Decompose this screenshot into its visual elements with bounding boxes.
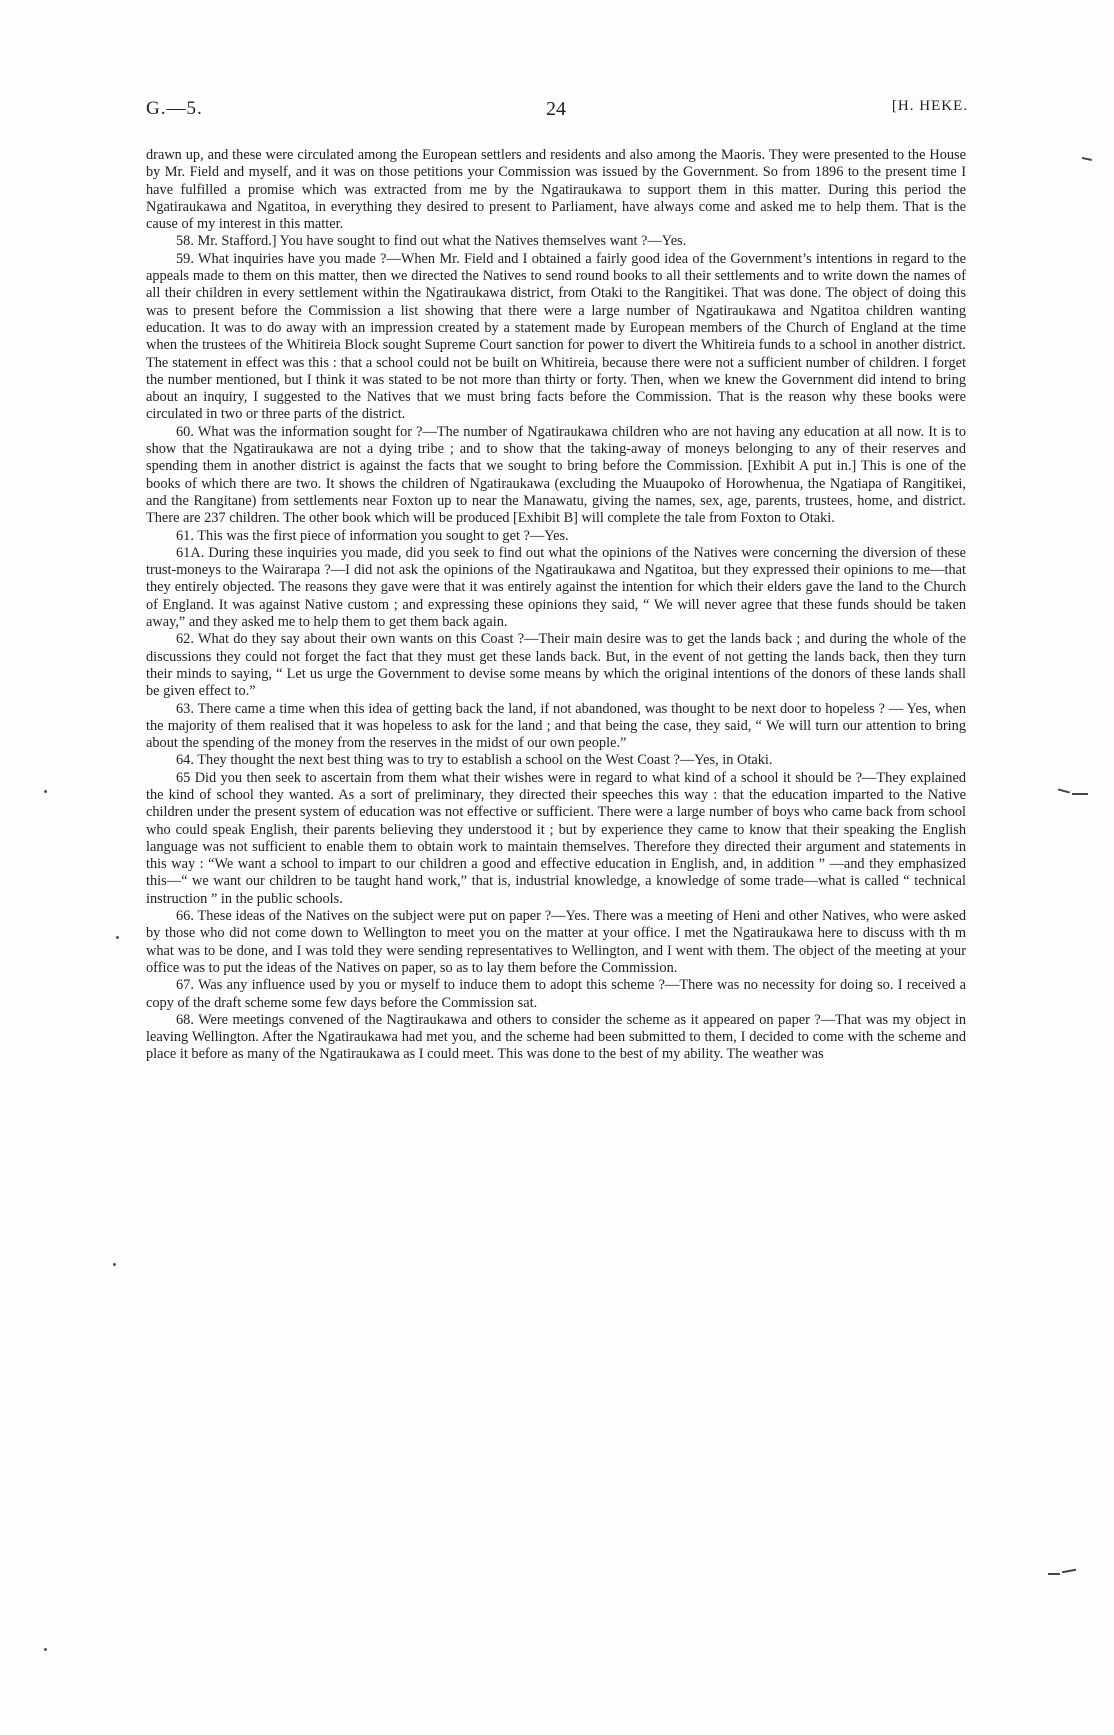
- margin-dot: [44, 790, 47, 793]
- witness-name: [H. HEKE.: [891, 98, 968, 114]
- document-reference: G.—5.: [146, 98, 203, 119]
- paragraph: 64. They thought the next best thing was to try to establish a school on the West Coast ?—Yes, in Otaki.: [176, 752, 773, 769]
- page-number: 24: [546, 98, 566, 120]
- paragraph: 60. What was the information sought for ?—The number of Ngatiraukawa children who are not having any education at all now. It is to show that the Ngatiraukawa are not a dying tribe ; and to show that the taking-away of moneys belonging to any of their reserves and spending them in another district is against the facts that we sought to bring before the Commission. [Exhibit A put in.] This is one of the books of which there are two. It shows the children of Ngatiraukawa (excluding the Muaupoko of Horowhenua, the Ngatiapa of Rangitikei, and the Rangitane) from settlements near Foxton up to near the Manawatu, giving the names, sex, age, parents, trustees, home, and district. There are 237 children. The other book which will be produced [Exhibit B] will complete the tale from Foxton to Otaki.: [146, 423, 966, 527]
- paragraph: 67. Was any influence used by you or myself to induce them to adopt this scheme ?—There was no necessity for doing so. I received a copy of the draft scheme some few days before the Commission sat.: [146, 977, 966, 1011]
- paragraph: 68. Were meetings convened of the Nagtiraukawa and others to consider the scheme as it appeared on paper ?—That was my object in leaving Wellington. After the Ngatiraukawa had met you, and the scheme had been submitted to them, I decided to come with the scheme and place it before as many of the Ngatiraukawa as I could meet. This was done to the best of my ability. The weather was: [146, 1011, 966, 1063]
- paragraph: 58. Mr. Stafford.] You have sought to find out what the Natives themselves want ?—Yes.: [176, 233, 687, 250]
- paragraph: 62. What do they say about their own wants on this Coast ?—Their main desire was to get the lands back ; and during the whole of the discussions they could not forget the fact that they must get these lands back. But, in the event of not getting the lands back, then they turn their minds to saying, “ Let us urge the Government to devise some means by which the original intentions of the donors of these lands shall be given effect to.”: [146, 631, 966, 700]
- paragraph: 66. These ideas of the Natives on the subject were put on paper ?—Yes. There was a meeting of Heni and other Natives, who were asked by those who did not come down to Wellington to meet you on the matter at your office. I met the Ngatiraukawa here to discuss with th m what was to be done, and I was told they were sending representatives to Wellington, and I went with them. The object of the meeting at your office was to put the ideas of the Natives on paper, so as to lay them before the Commission.: [146, 908, 966, 976]
- document-body: [146, 147, 966, 1064]
- margin-mark: [1072, 793, 1088, 795]
- margin-dot: [44, 1648, 47, 1651]
- margin-mark: [1048, 1573, 1060, 1575]
- paragraph: 59. What inquiries have you made ?—When Mr. Field and I obtained a fairly good idea of the Government’s intentions in regard to the appeals made to them on this matter, then we directed the Natives to send round books to all their settlements and to write down the names of all their children in every settlement within the Ngatiraukawa district, from Otaki to the Rangitikei. That was done. The object of doing this was to present before the Commission a list showing that there were a large number of Ngatiraukawa and Ngatitoa children wanting education. It was to do away with an impression created by a statement made by European members of the Church of England at the time when the trustees of the Whitireia Block sought Supreme Court sanction for power to divert the Whitireia funds to a school in another district. The statement in effect was this : that a school could not be built on Whitireia, because there were not a sufficient number of children. I forget the number mentioned, but I think it was stated to be not more than thirty or forty. Then, when we knew the Government did intend to bring about an inquiry, I suggested to the Natives that we must bring facts before the Commission. That is the reason why these books were circulated in two or three parts of the district.: [146, 250, 966, 423]
- margin-dot: [116, 936, 119, 939]
- margin-mark: [1062, 1569, 1076, 1573]
- paragraph: drawn up, and these were circulated among the European settlers and residents and also among the Maoris. They were presented to the House by Mr. Field and myself, and it was on those petitions your Commission was issued by the Government. So from 1896 to the present time I have fulfilled a promise which was extracted from me by the Ngatiraukawa to support them in this matter. During this period the Ngatiraukawa and Ngatitoa, in everything they desired to present to Parliament, have always come and asked me to help them. That is the cause of my interest in this matter.: [146, 147, 966, 233]
- paragraph: 61A. During these inquiries you made, did you seek to find out what the opinions of the Natives were concerning the diversion of these trust-moneys to the Wairarapa ?—I did not ask the opinions of the Ngatiraukawa and Ngatitoa, but they expressed their opinions to me—that they entirely objected. The reasons they gave were that it was entirely against the intention for which their elders gave the land to the Church of England. It was against Native custom ; and expressing these opinions they said, “ We will never agree that these funds should be taken away,” and they asked me to help them to get them back again.: [146, 544, 966, 631]
- margin-mark: [1058, 788, 1070, 793]
- page-header: [146, 98, 966, 126]
- margin-dot: [113, 1263, 116, 1266]
- paragraph: 63. There came a time when this idea of getting back the land, if not abandoned, was thought to be next door to hopeless ? — Yes, when the majority of them realised that it was hopeless to ask for the land ; and that being the case, they said, “ We will turn our attention to bring about the spending of the money from the reserves in the midst of our own people.”: [146, 700, 966, 752]
- margin-mark: [1082, 157, 1092, 161]
- paragraph: 61. This was the first piece of information you sought to get ?—Yes.: [176, 527, 569, 544]
- paragraph: 65 Did you then seek to ascertain from them what their wishes were in regard to what kind of a school it should be ?—They explained the kind of school they wanted. As a sort of preliminary, they directed their speeches this way : that the education imparted to the Native children under the present system of education was not effective or sufficient. There were a large number of boys who came back from school who could speak English, their parents believing they understood it ; but by experience they came to know that their speaking the English language was not sufficient to enable them to obtain work to maintain themselves. Therefore they directed their argument and statements in this way : “We want a school to impart to our children a good and effective education in English, and, in addition ” —and they emphasized this—“ we want our children to be taught hand work,” that is, industrial knowledge, a knowledge of some trade—what is called “ technical instruction ” in the public schools.: [146, 769, 966, 907]
